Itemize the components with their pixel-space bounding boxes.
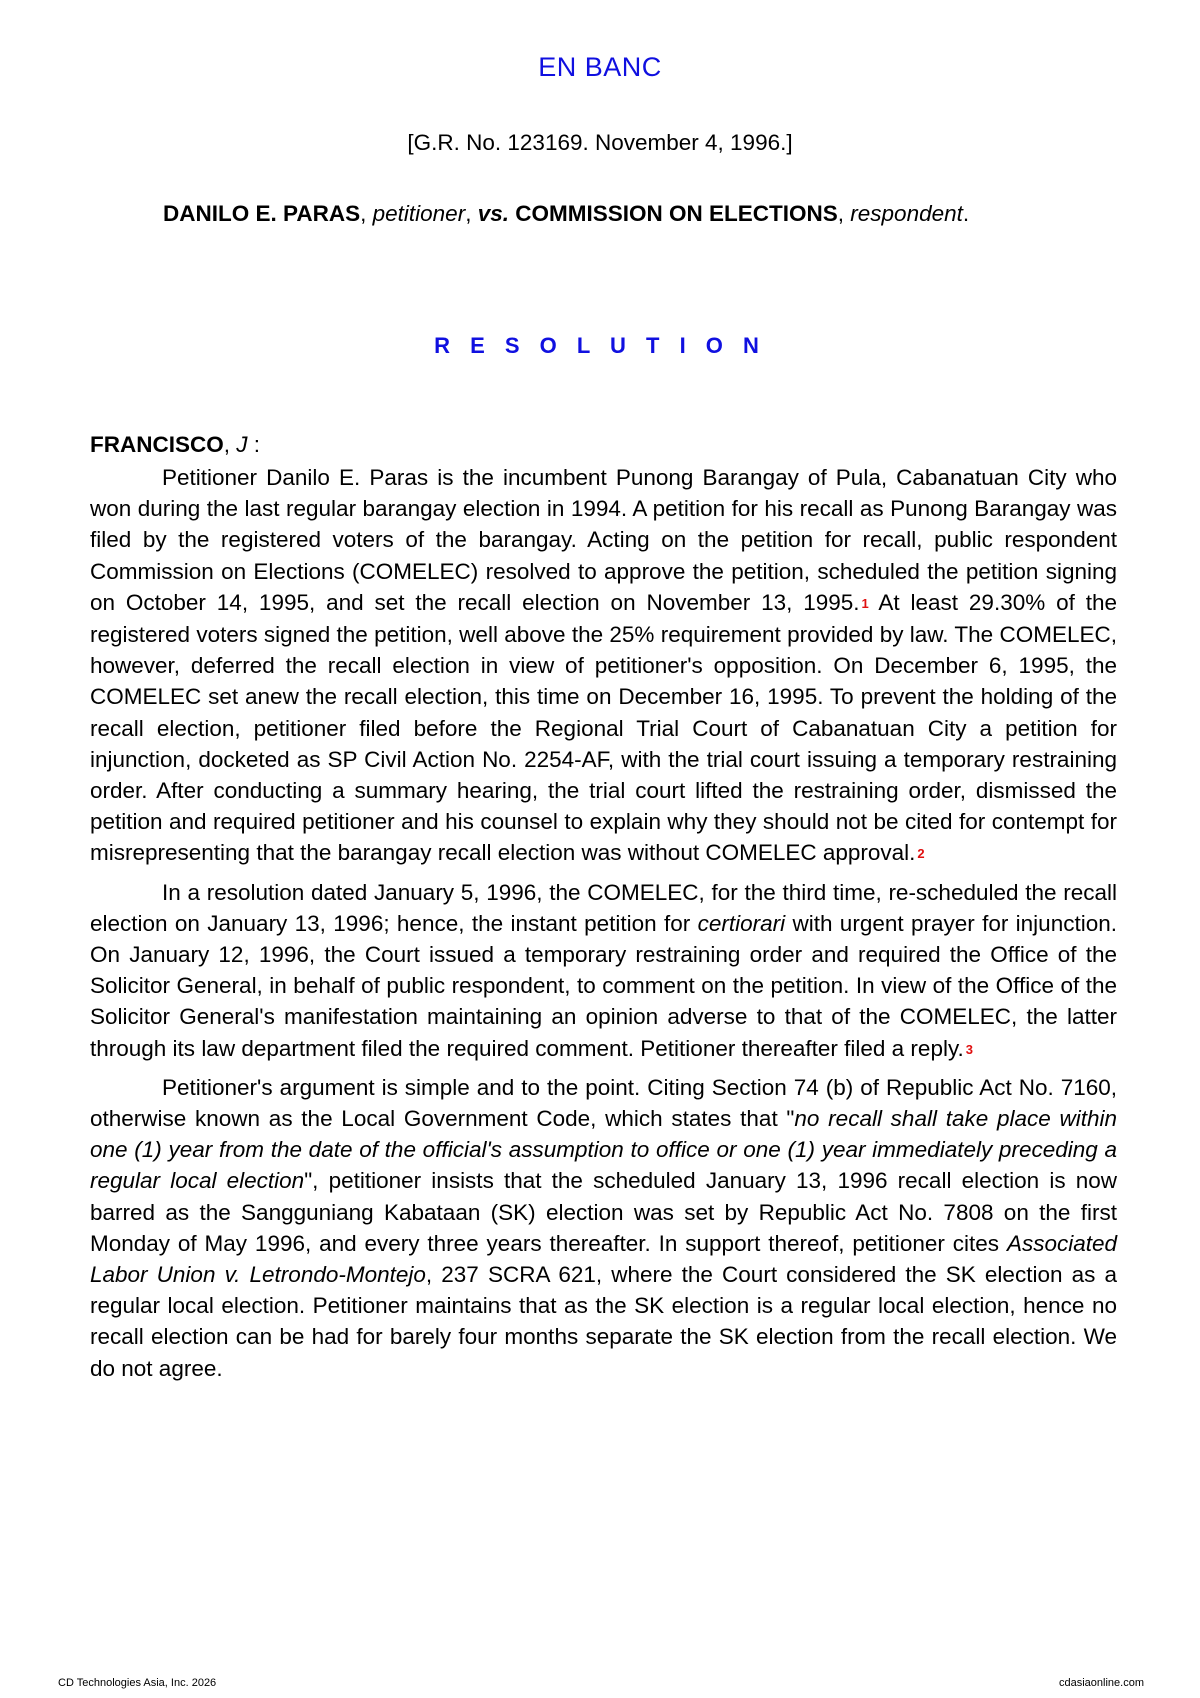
footer-copyright: CD Technologies Asia, Inc. 2026 — [58, 1677, 217, 1689]
respondent-role: respondent — [850, 201, 963, 226]
court-division: EN BANC — [538, 52, 662, 82]
ponente-title: J — [236, 432, 248, 457]
ponente-name: FRANCISCO — [90, 432, 224, 457]
paragraph-2-italic: certiorari — [697, 910, 786, 936]
resolution-body — [90, 462, 1117, 1391]
footer-site-link[interactable]: cdasiaonline.com — [1059, 1677, 1144, 1689]
ponente-line: FRANCISCO, J : — [90, 432, 261, 457]
paragraph-3 — [90, 1072, 1117, 1384]
paragraph-2-text-b: with urgent prayer for injunction. On January 12, 1996, the Court issued a temporary restraining order and required the Office of the Solicitor General, in behalf of public respondent, to comment on the petition. In view of the Office of the Solicitor General's manifestation maintaining an opinion adverse to that of the COMELEC, the latter through its law department filed the required comment. Petitioner thereafter filed a reply. — [90, 910, 1117, 1061]
paragraph-3-text-c: , 237 SCRA 621, where the Court considered the SK election as a regular local election. Petitioner maintains that as the SK election is a regular local election, hence no recall election can be had for barely four months separate the SK election from the recall election. We do not agree. — [90, 1262, 1117, 1381]
respondent-name: COMMISSION ON ELECTIONS — [515, 201, 838, 226]
document-type-heading: R E S O L U T I O N — [434, 333, 766, 358]
paragraph-2 — [90, 877, 1117, 1065]
paragraph-3-text-a: Petitioner's argument is simple and to the point. Citing Section 74 (b) of Republic Act No. 7160, otherwise known as the Local Government Code, which states that " — [90, 1074, 1117, 1132]
paragraph-1-text-b: At least 29.30% of the registered voters signed the petition, well above the 25% requirement provided by law. The COMELEC, however, deferred the recall election in view of petitioner's opposition. On December 6, 1995, the COMELEC set anew the recall election, this time on December 16, 1995. To prevent the holding of the recall election, petitioner filed before the Regional Trial Court of Cabanatuan City a petition for injunction, docketed as SP Civil Action No. 2254-AF, with the trial court issuing a temporary restraining order. After conducting a summary hearing, the trial court lifted the restraining order, dismissed the petition and required petitioner and his counsel to explain why they should not be cited for contempt for misrepresenting that the barangay recall election was without COMELEC approval. — [90, 589, 1117, 866]
case-number: [G.R. No. 123169. November 4, 1996.] — [407, 130, 793, 155]
footnote-1-link[interactable]: 1 — [861, 595, 869, 611]
versus-label: vs. — [477, 201, 509, 226]
paragraph-1-text-a: Petitioner Danilo E. Paras is the incumbent Punong Barangay of Pula, Cabanatuan City who won during the last regular barangay election in 1994. A petition for his recall as Punong Barangay was filed by the registered voters of the barangay. Acting on the petition for recall, public respondent Commission on Elections (COMELEC) resolved to approve the petition, scheduled the petition signing on October 14, 1995, and set the recall election on November 13, 1995. — [90, 465, 1117, 615]
footnote-3-link[interactable]: 3 — [965, 1041, 974, 1057]
paragraph-2-text-a: In a resolution dated January 5, 1996, the COMELEC, for the third time, re-scheduled the recall election on January 13, 1996; hence, the instant petition for — [90, 879, 1117, 936]
petitioner-role: petitioner — [372, 201, 466, 226]
paragraph-3-quote: no recall shall take place within one (1) year from the date of the official's assumption to office or one (1) year immediately preceding a regular local election — [90, 1106, 1117, 1194]
paragraph-3-text-b: ", petitioner insists that the scheduled January 13, 1996 recall election is now barred as the Sangguniang Kabataan (SK) election was set by Republic Act No. 7808 on the first Monday of May 1996, and every three years thereafter. In support thereof, petitioner cites — [90, 1168, 1117, 1256]
footnote-2-link[interactable]: 2 — [917, 846, 925, 862]
case-parties: DANILO E. PARAS, petitioner, vs. COMMISSION ON ELECTIONS, respondent. — [163, 201, 970, 226]
paragraph-3-case-citation: Associated Labor Union v. Letrondo-Montejo — [90, 1230, 1117, 1288]
petitioner-name: DANILO E. PARAS — [163, 201, 361, 226]
paragraph-1 — [90, 462, 1117, 870]
